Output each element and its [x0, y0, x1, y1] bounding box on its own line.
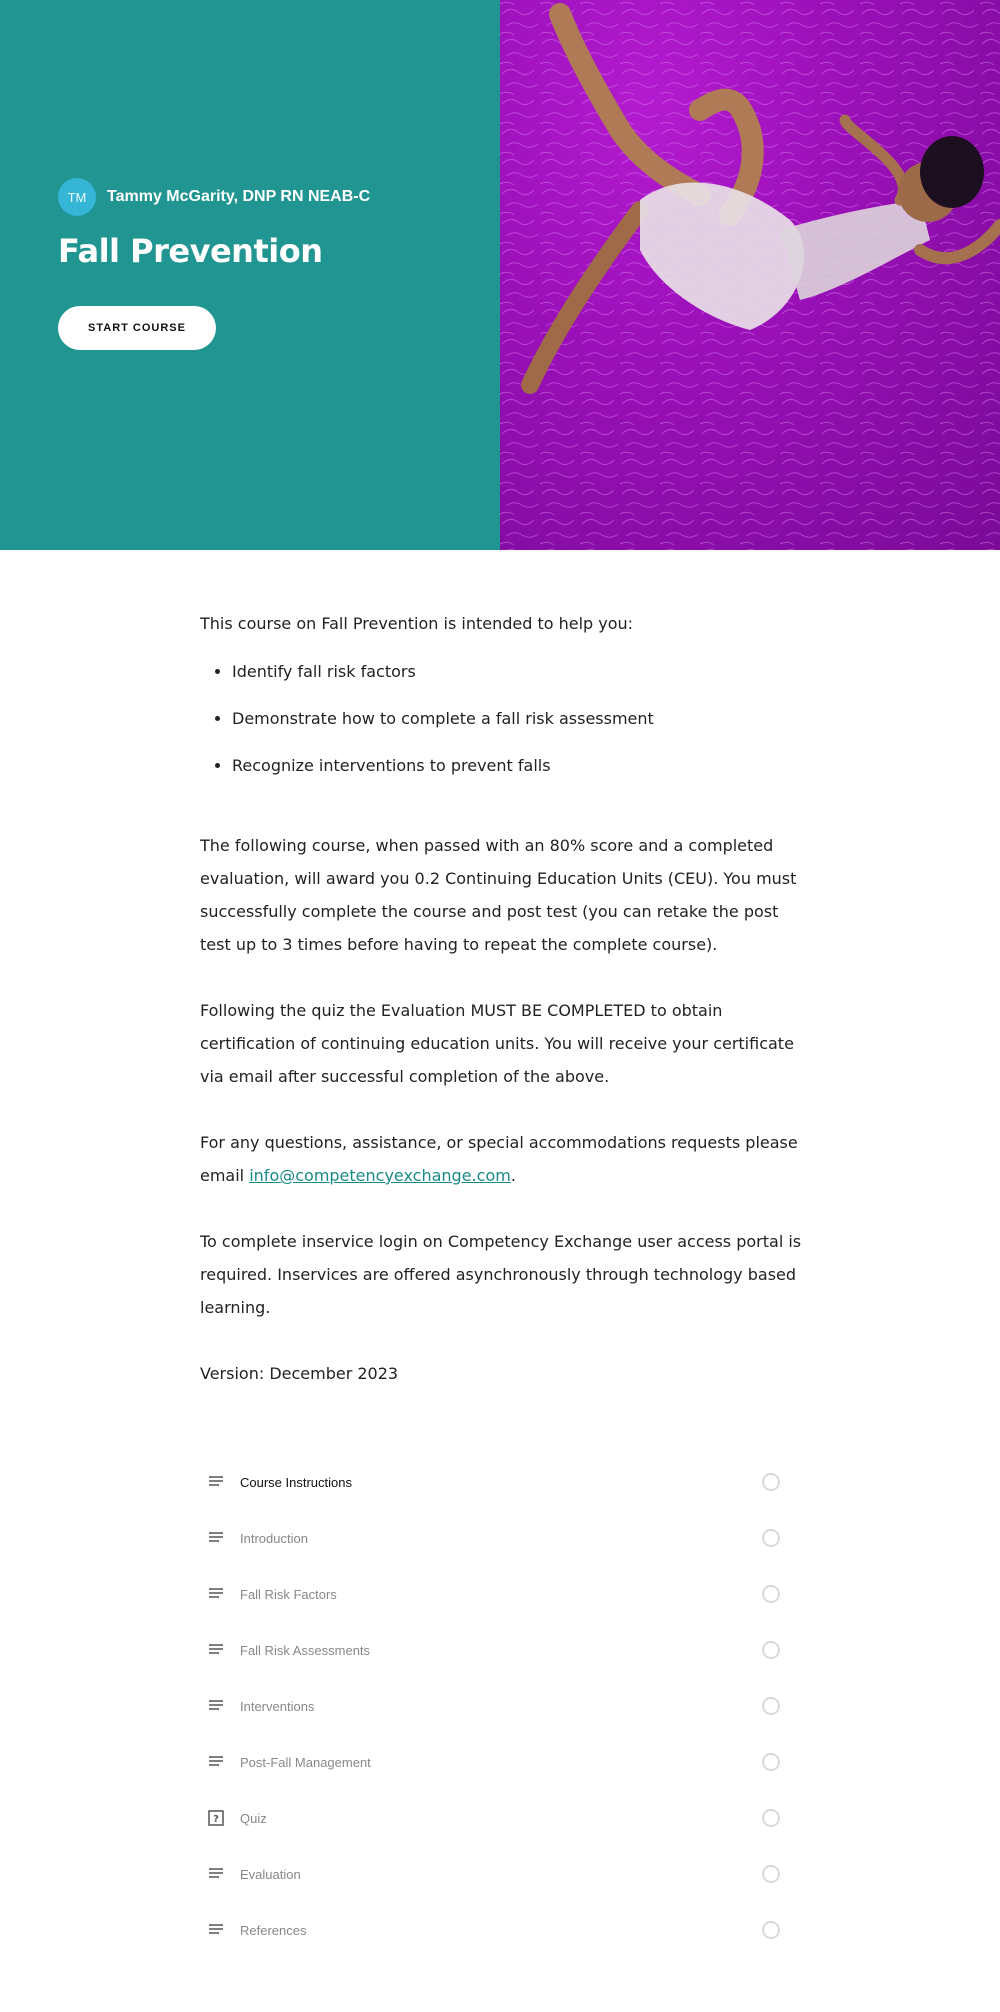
lesson-list	[200, 1454, 780, 1958]
author-avatar: TM	[58, 178, 96, 216]
lesson-status-circle	[762, 1697, 780, 1715]
lesson-label: Introduction	[240, 1530, 308, 1546]
lesson-label: Fall Risk Factors	[240, 1586, 337, 1602]
ceu-paragraph: The following course, when passed with an 80% score and a completed evaluation, will award you 0.2 Continuing Education Units (CEU). You must successfully complete the course and post test (you can retake the post test up to 3 times before having to repeat the complete course).	[200, 836, 797, 954]
objectives-list	[200, 648, 810, 789]
quiz-icon	[206, 1808, 226, 1828]
version-text: Version: December 2023	[200, 1364, 399, 1383]
text-lines-icon	[206, 1472, 226, 1492]
text-lines-icon	[206, 1696, 226, 1716]
lesson-status-circle	[762, 1585, 780, 1603]
lesson-status-circle	[762, 1753, 780, 1771]
course-title: Fall Prevention	[58, 232, 323, 270]
lesson-item-references[interactable]	[200, 1902, 780, 1958]
lesson-label: Fall Risk Assessments	[240, 1642, 371, 1658]
hero-info-panel	[0, 0, 500, 550]
text-lines-icon	[206, 1640, 226, 1660]
lesson-status-circle	[762, 1921, 780, 1939]
lesson-item-post-fall-management[interactable]	[200, 1734, 780, 1790]
course-hero	[0, 0, 1000, 550]
evaluation-paragraph: Following the quiz the Evaluation MUST BE COMPLETED to obtain certification of continuing education units. You will receive your certificate via email after successful completion of the above.	[200, 1001, 794, 1086]
lesson-label: Quiz	[240, 1810, 267, 1826]
login-paragraph: To complete inservice login on Competency Exchange user access portal is required. Inservices are offered asynchronously through technology based learning.	[200, 1232, 802, 1317]
start-course-button[interactable]: START COURSE	[58, 306, 216, 350]
text-lines-icon	[206, 1920, 226, 1940]
text-lines-icon	[206, 1752, 226, 1772]
lesson-status-circle	[762, 1865, 780, 1883]
lesson-label: References	[240, 1922, 307, 1938]
text-lines-icon	[206, 1584, 226, 1604]
contact-text: For any questions, assistance, or special accommodations requests please email	[200, 1133, 798, 1185]
lesson-status-circle	[762, 1529, 780, 1547]
lesson-item-quiz[interactable]	[200, 1790, 780, 1846]
text-lines-icon	[206, 1528, 226, 1548]
objective-item: • Identify fall risk factors	[232, 648, 810, 695]
contact-suffix: .	[510, 1166, 516, 1185]
author-info	[58, 178, 370, 216]
lesson-item-interventions[interactable]	[200, 1678, 780, 1734]
lesson-item-fall-risk-assessments[interactable]	[200, 1622, 780, 1678]
objective-item: • Recognize interventions to prevent falls	[232, 742, 810, 789]
lesson-status-circle	[762, 1473, 780, 1491]
intro-text: This course on Fall Prevention is intended to help you:	[200, 614, 634, 633]
text-lines-icon	[206, 1864, 226, 1884]
lesson-status-circle	[762, 1641, 780, 1659]
underwater-woman-image	[500, 0, 1000, 550]
course-description	[200, 607, 810, 1423]
lesson-label: Interventions	[240, 1698, 315, 1714]
lesson-status-circle	[762, 1809, 780, 1827]
contact-paragraph	[200, 1126, 810, 1192]
hero-image	[500, 0, 1000, 550]
lesson-label: Post-Fall Management	[240, 1754, 371, 1770]
lesson-item-evaluation[interactable]	[200, 1846, 780, 1902]
lesson-item-introduction[interactable]	[200, 1510, 780, 1566]
lesson-label: Evaluation	[240, 1866, 301, 1882]
contact-email-link[interactable]: info@competencyexchange.com	[249, 1166, 511, 1185]
objective-item: • Demonstrate how to complete a fall risk assessment	[232, 695, 810, 742]
lesson-item-course-instructions[interactable]	[200, 1454, 780, 1510]
author-name: Tammy McGarity, DNP RN NEAB-C	[107, 188, 371, 205]
lesson-item-fall-risk-factors[interactable]	[200, 1566, 780, 1622]
lesson-label: Course Instructions	[240, 1474, 352, 1490]
svg-text:?: ?	[213, 1814, 219, 1825]
